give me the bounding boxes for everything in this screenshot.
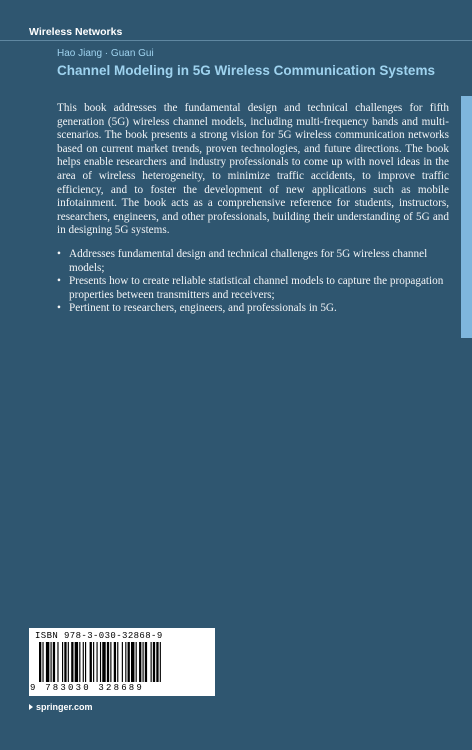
series-name: Wireless Networks — [29, 26, 123, 38]
bullet-icon: • — [57, 302, 61, 315]
feature-list — [57, 248, 449, 316]
list-item — [57, 275, 449, 302]
list-item — [57, 248, 449, 275]
bullet-icon: • — [57, 247, 61, 260]
book-authors: Hao Jiang · Guan Gui — [57, 48, 154, 59]
barcode-panel — [29, 628, 215, 696]
spine-tab — [461, 96, 472, 338]
barcode-icon — [39, 642, 205, 682]
publisher-url-text: springer.com — [36, 702, 93, 712]
arrow-right-icon — [29, 704, 33, 710]
book-title: Channel Modeling in 5G Wireless Communication Systems — [57, 63, 435, 78]
bullet-icon: • — [57, 275, 61, 288]
list-item-text: Addresses fundamental design and technical challenges for 5G wireless channel models; — [69, 247, 428, 274]
isbn-label: ISBN 978-3-030-32868-9 — [35, 631, 163, 641]
back-cover-text — [57, 102, 449, 316]
list-item-text: Presents how to create reliable statistical channel models to capture the propagation properties between transmitters and receivers; — [69, 275, 444, 301]
list-item-text: Pertinent to researchers, engineers, and professionals in 5G. — [69, 302, 337, 315]
list-item — [57, 302, 449, 316]
publisher-url[interactable] — [29, 702, 93, 712]
header-rule — [0, 40, 472, 41]
barcode-digits: 9 783030 328689 — [30, 683, 145, 693]
book-summary: This book addresses the fundamental design and technical challenges for fifth generation (5G) wireless channel models, including multi-frequency bands and multi-scenarios. The book presents a strong vision for 5G wireless communication networks based on current market trends, proven technologies, and future directions. The book helps enable researchers and industry professionals to come up with novel ideas in the area of wireless heterogeneity, to minimize traffic accidents, to improve traffic efficiency, and to foster the development of new applications such as mobile infotainment. The book acts as a comprehensive reference for students, instructors, researchers, engineers, and other professionals, building their understanding of 5G and in designing 5G systems. — [57, 102, 449, 237]
